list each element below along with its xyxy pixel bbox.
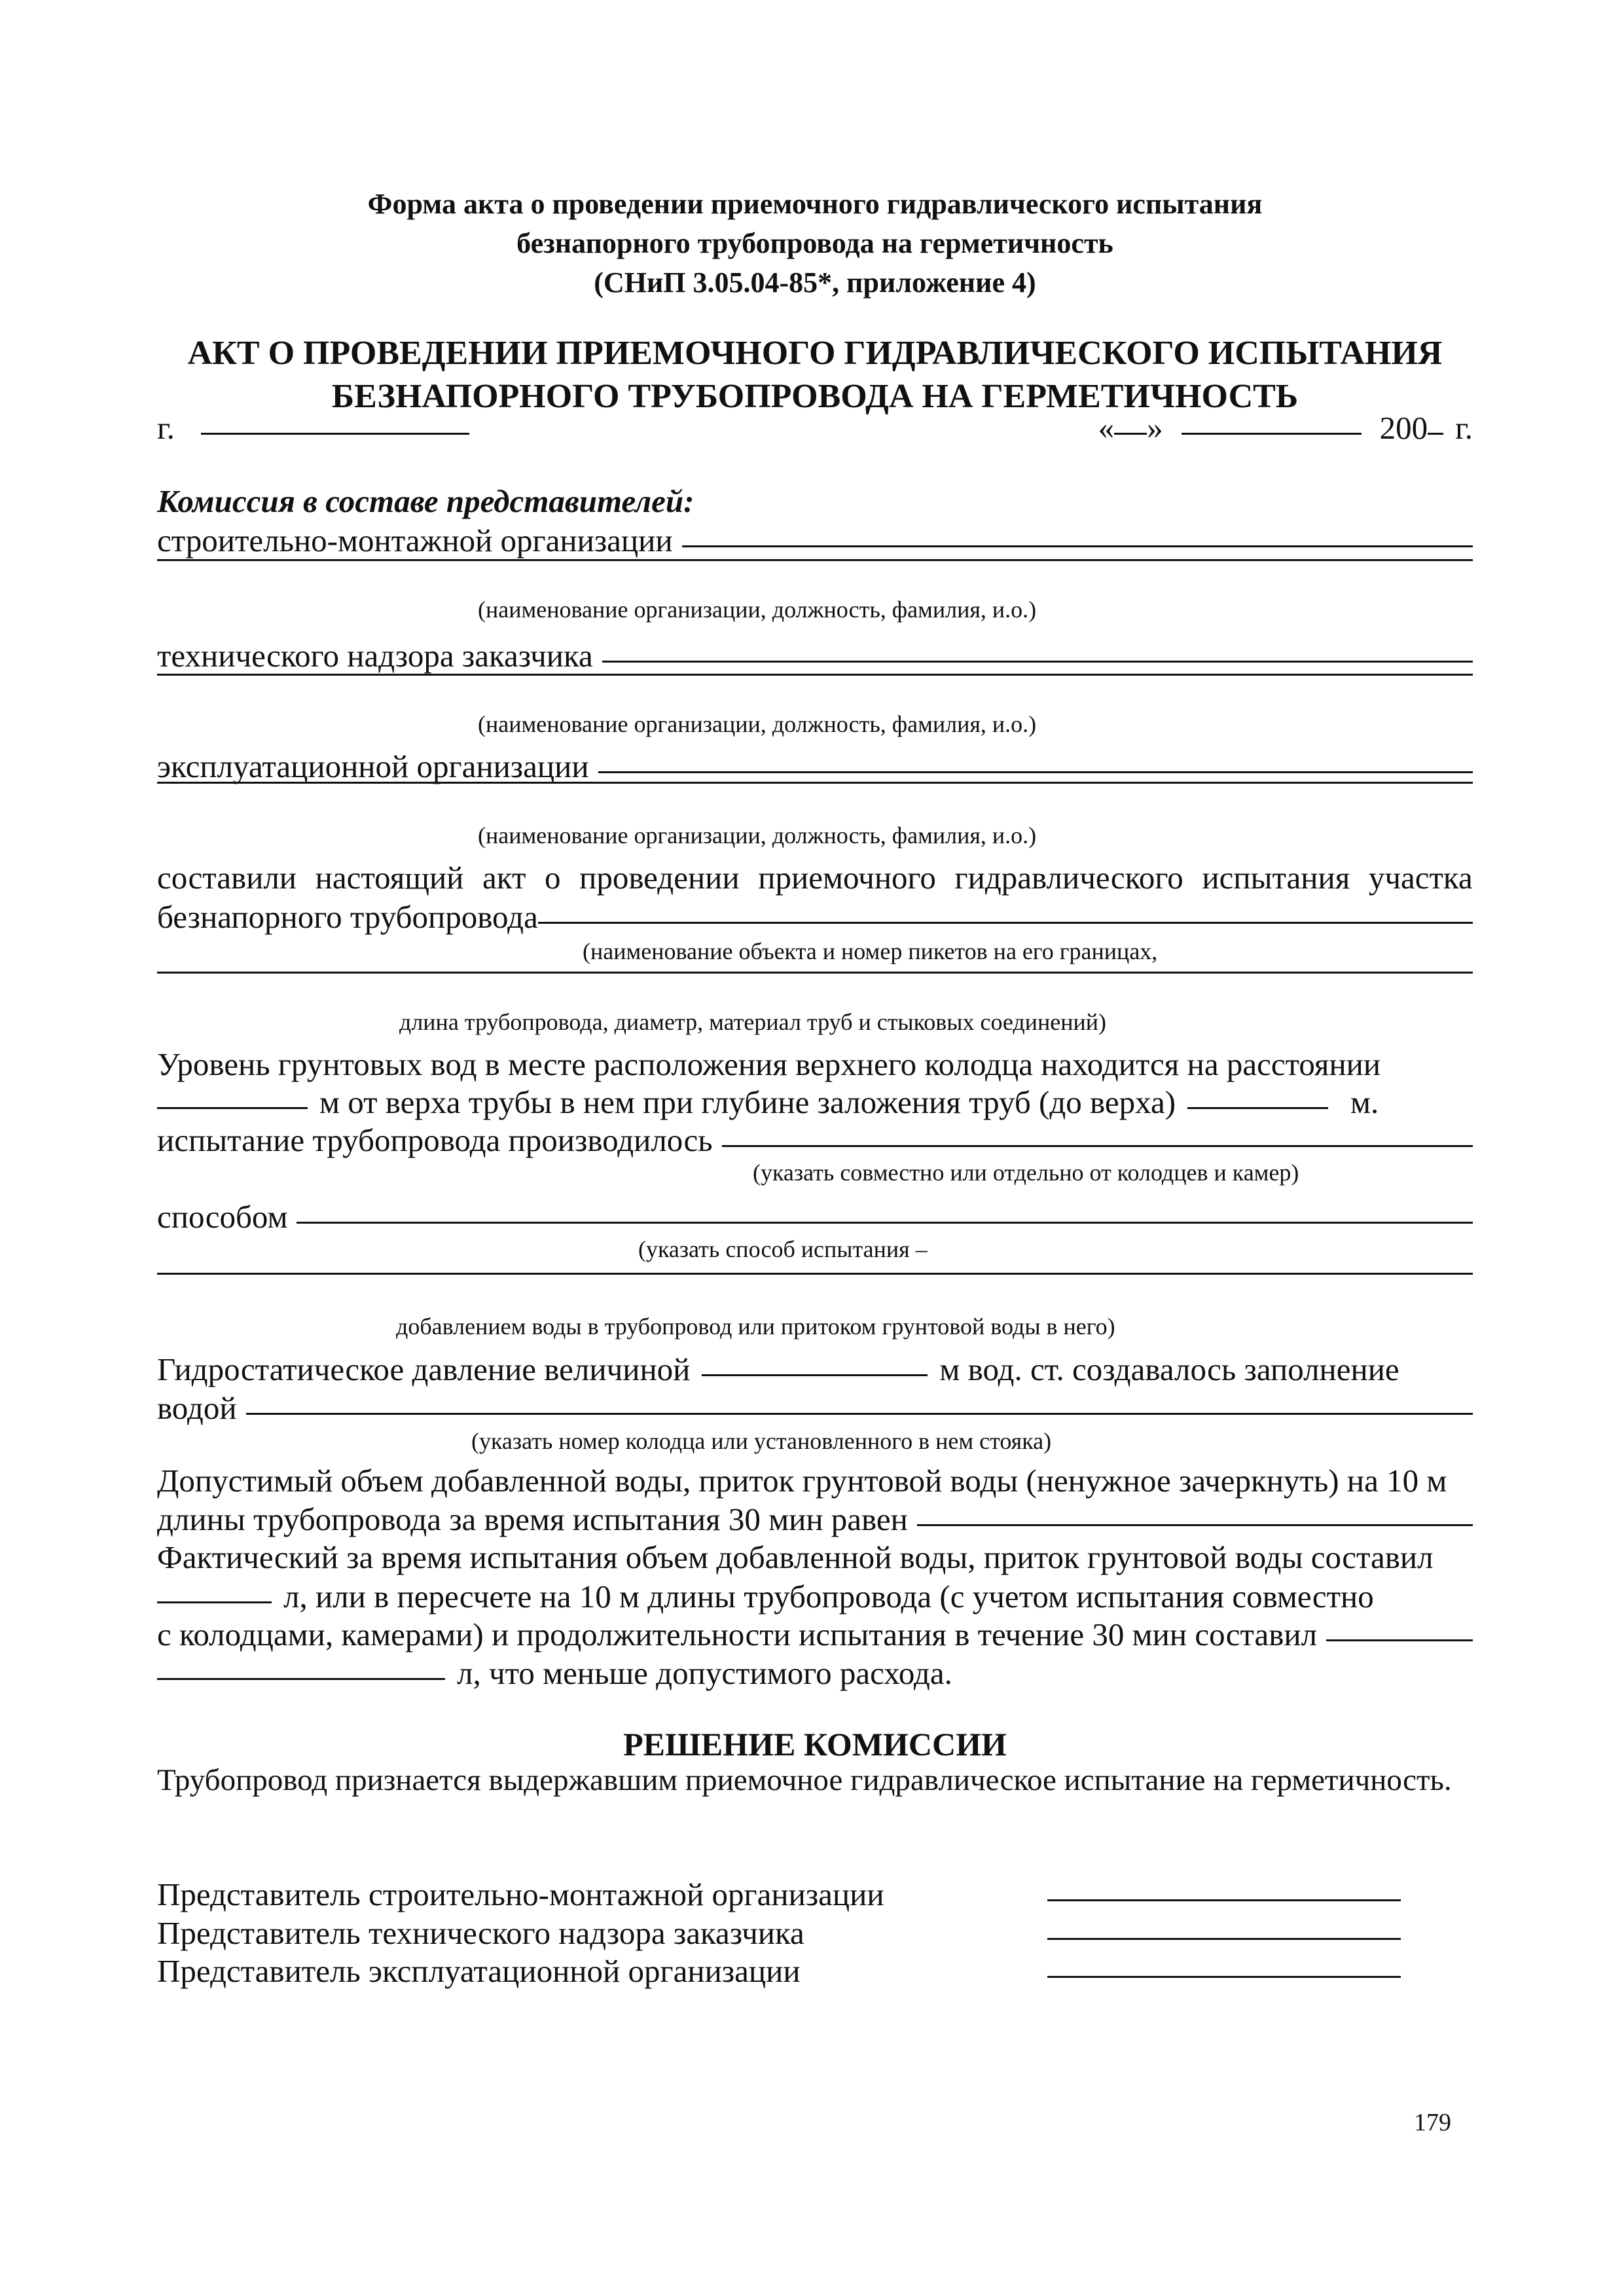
compiled-line2 [157,898,1473,936]
city-date-row [157,409,1473,447]
test-performed-label: испытание трубопровода производилось [157,1122,713,1158]
act-title-line2: БЕЗНАПОРНОГО ТРУБОПРОВОДА НА ГЕРМЕТИЧНОСТЬ [331,378,1299,415]
form-header-line3: (СНиП 3.05.04-85*, приложение 4) [594,266,1036,299]
org2-field[interactable] [602,661,1473,663]
org1-label: строительно-монтажной организации [157,522,673,558]
org2-field-line2[interactable] [157,674,1473,676]
pressure-field[interactable] [702,1374,928,1376]
org1-field[interactable] [682,545,1473,547]
day-field[interactable] [1114,433,1147,435]
compiled-line1-text: составили настоящий акт о проведении приемочного гидравлического испытания участка [157,860,1473,896]
pipe-depth-field[interactable] [1187,1107,1328,1109]
signature-line-3[interactable] [1047,1976,1401,1978]
method-label: способом [157,1199,288,1235]
actual-line4 [157,1654,1473,1692]
water-source-field[interactable] [246,1413,1473,1415]
groundwater-line2 [157,1084,1473,1121]
month-field[interactable] [1182,433,1362,435]
allowed-line1-text: Допустимый объем добавленной воды, приток грунтовой воды (ненужное зачеркнуть) на 10 м [157,1463,1447,1499]
actual-line3-text: с колодцами, камерами) и продолжительности испытания в течение 30 мин составил [157,1616,1318,1652]
actual-line3 [157,1616,1473,1653]
groundwater-distance-field[interactable] [157,1107,308,1109]
decision-heading: РЕШЕНИЕ КОМИССИИ [623,1726,1007,1762]
org1-field-line2[interactable] [157,559,1473,561]
object-caption1: (наименование объекта и номер пикетов на его границах, [583,938,1158,964]
signature-label-3: Представитель эксплуатационной организации [157,1953,801,1989]
object-caption2: длина трубопровода, диаметр, материал труб и стыковых соединений) [399,1009,1106,1035]
signature-row-1 [157,1876,1473,1913]
org3-label: эксплуатационной организации [157,748,589,784]
act-title-line1: АКТ О ПРОВЕДЕНИИ ПРИЕМОЧНОГО ГИДРАВЛИЧЕСКОГО ИСПЫТАНИЯ [187,335,1443,372]
method-field-line2[interactable] [157,1273,1473,1275]
signature-row-3 [157,1952,1473,1990]
org3-field[interactable] [598,771,1473,773]
allowed-line2 [157,1501,1473,1538]
decision-text-row [157,1762,1473,1798]
groundwater-line1-text: Уровень грунтовых вод в месте расположения верхнего колодца находится на расстоянии [157,1046,1381,1082]
form-header [157,185,1473,302]
signature-line-2[interactable] [1047,1938,1401,1940]
year-suffix: г. [1455,410,1473,446]
allowed-volume-field[interactable] [917,1524,1473,1526]
test-performed-row [157,1122,1473,1159]
allowed-line2-text: длины трубопровода за время испытания 30 мин равен [157,1501,908,1537]
year-prefix: 200 [1379,410,1428,446]
water-caption: (указать номер колодца или установленного в нем стояка) [471,1428,1052,1454]
org3-row2 [157,786,1473,788]
form-header-line2: безнапорного трубопровода на герметичность [516,227,1113,259]
method-field[interactable] [297,1222,1473,1224]
groundwater-end-text: м. [1350,1084,1379,1120]
method-caption2: добавлением воды в трубопровод или притоком грунтовой воды в него) [396,1313,1115,1340]
org2-row2 [157,678,1473,680]
water-label: водой [157,1390,237,1426]
test-performed-caption: (указать совместно или отдельно от колодцев и камер) [753,1159,1299,1186]
object-row2 [157,976,1473,977]
actual-line4-text: л, что меньше допустимого расхода. [457,1655,952,1691]
commission-heading [157,483,1473,520]
city-prefix: г. [157,410,175,446]
org2-label: технического надзора заказчика [157,638,593,674]
act-title [157,332,1473,418]
water-row [157,1389,1473,1427]
pressure-row [157,1351,1473,1388]
date-quote-open: « [1098,410,1115,446]
actual-line2 [157,1578,1473,1615]
compiled-line2-text: безнапорного трубопровода [157,899,538,935]
actual-line1-text: Фактический за время испытания объем добавленной воды, приток грунтовой воды составил [157,1539,1434,1575]
form-header-line1: Форма акта о проведении приемочного гидравлического испытания [367,188,1263,220]
method-caption1: (указать способ испытания – [638,1236,928,1262]
page-number: 179 [1414,2109,1451,2136]
actual-line2-text: л, или в пересчете на 10 м длины трубопровода (с учетом испытания совместно [283,1578,1374,1615]
method-row2 [157,1277,1473,1279]
allowed-line1 [157,1462,1473,1499]
date-quote-close: » [1147,410,1163,446]
groundwater-mid-text: м от верха трубы в нем при глубине заложения труб (до верха) [319,1084,1176,1120]
signature-label-1: Представитель строительно-монтажной организации [157,1876,884,1912]
org3-field-line2[interactable] [157,782,1473,784]
org1-row [157,522,1473,559]
signature-row-2 [157,1914,1473,1952]
city-field[interactable] [201,433,469,435]
pressure-prefix: Гидростатическое давление величиной [157,1351,691,1387]
signature-label-2: Представитель технического надзора заказчика [157,1915,804,1951]
recalculated-volume-field-2[interactable] [157,1678,445,1680]
method-row [157,1198,1473,1235]
pipeline-object-field-line2[interactable] [157,972,1473,974]
pipeline-object-field[interactable] [538,922,1473,924]
org3-row [157,748,1473,785]
actual-line1 [157,1539,1473,1576]
org2-row [157,637,1473,674]
signature-line-1[interactable] [1047,1899,1401,1901]
recalculated-volume-field[interactable] [1326,1639,1473,1641]
decision-text: Трубопровод признается выдержавшим приемочное гидравлическое испытание на герметичность. [157,1763,1452,1797]
org2-caption: (наименование организации, должность, фамилия, и.о.) [478,711,1037,737]
commission-heading-text: Комиссия в составе представителей: [157,483,695,519]
year-field[interactable] [1428,433,1443,435]
actual-volume-field[interactable] [157,1601,272,1603]
compiled-line1 [157,859,1473,896]
org3-caption: (наименование организации, должность, фамилия, и.о.) [478,822,1037,849]
groundwater-line1 [157,1046,1473,1083]
org1-row2 [157,563,1473,565]
org1-caption: (наименование организации, должность, фамилия, и.о.) [478,596,1037,623]
test-performed-field[interactable] [722,1145,1473,1147]
pressure-suffix: м вод. ст. создавалось заполнение [939,1351,1399,1387]
